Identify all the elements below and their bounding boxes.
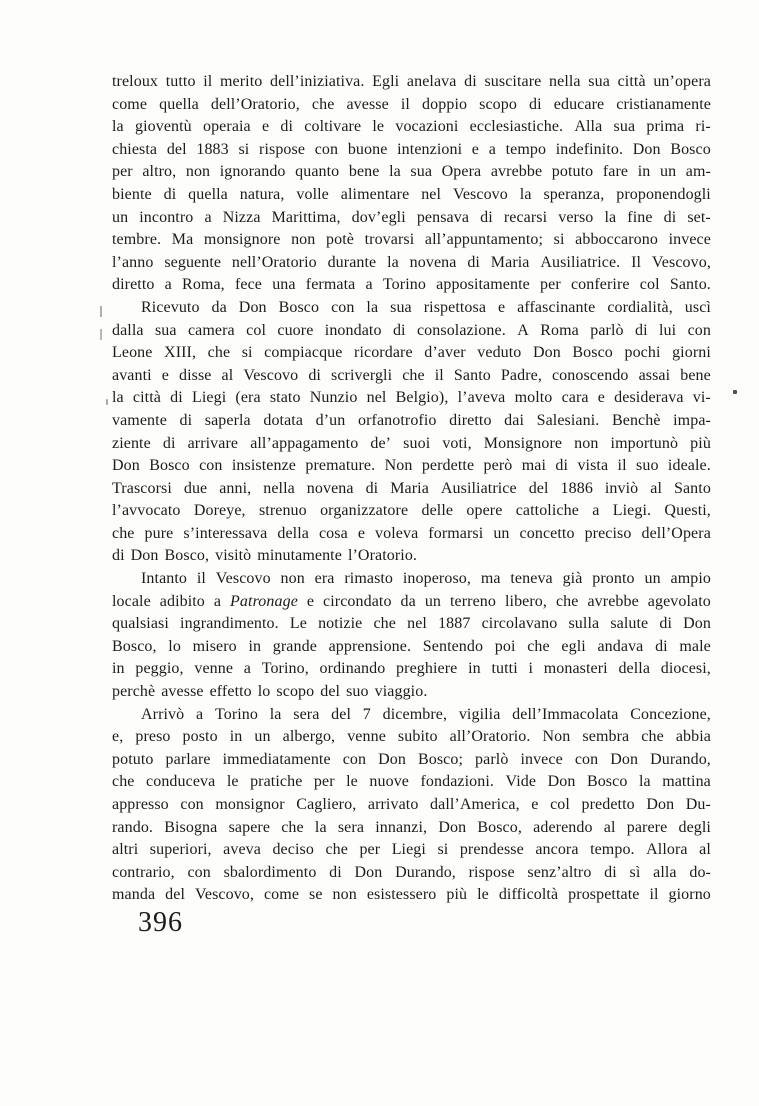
text-line: come quella dell’Oratorio, che avesse il doppio scopo di educare cristianamente	[112, 95, 711, 113]
text-line: dalla sua camera col cuore inondato di consolazione. A Roma parlò di lui con	[112, 321, 711, 339]
text-line: Ricevuto da Don Bosco con la sua rispettosa e affascinante cordialità, uscì	[141, 298, 711, 316]
text-line: Arrivò a Torino la sera del 7 dicembre, vigilia dell’Immacolata Concezione,	[141, 705, 711, 723]
scan-speck	[100, 306, 102, 317]
text-line: la gioventù operaia e di coltivare le vocazioni ecclesiastiche. Alla sua prima ri-	[112, 118, 711, 136]
text-line: locale adibito a Patronage e circondato da un terreno libero, che avrebbe agevolato	[112, 592, 711, 610]
text-line: altri superiori, aveva deciso che per Liegi si prendesse ancora tempo. Allora al	[112, 841, 711, 859]
text-line: l’anno seguente nell’Oratorio durante la novena di Maria Ausiliatrice. Il Vescovo,	[112, 253, 711, 271]
scan-speck	[100, 329, 102, 340]
text-line: Bosco, lo misero in grande apprensione. Sentendo poi che egli andava di male	[112, 637, 711, 655]
text-line: in peggio, venne a Torino, ordinando preghiere in tutti i monasteri della diocesi,	[112, 660, 711, 678]
text-line: manda del Vescovo, come se non esistessero più le difficoltà prospettate il giorno	[112, 886, 711, 904]
scan-speck	[106, 399, 108, 405]
text-line: di Don Bosco, visitò minutamente l’Oratorio.	[112, 547, 418, 565]
text-line: che pure s’interessava della cosa e voleva formarsi un concetto preciso dell’Opera	[112, 524, 711, 542]
text-line: vamente di saperla dotata d’un orfanotrofio diretto dai Salesiani. Benchè impa-	[112, 411, 711, 429]
text-line: qualsiasi ingrandimento. Le notizie che nel 1887 circolavano sulla salute di Don	[112, 615, 711, 633]
text-block	[112, 71, 711, 907]
text-line: biente di quella natura, volle alimentare nel Vescovo la speranza, proponendogli	[112, 185, 711, 203]
text-line: Trascorsi due anni, nella novena di Maria Ausiliatrice del 1886 inviò al Santo	[112, 479, 711, 497]
text-line: un incontro a Nizza Marittima, dov’egli pensava di recarsi verso la fine di set-	[112, 208, 711, 226]
text-line: Intanto il Vescovo non era rimasto inoperoso, ma teneva già pronto un ampio	[141, 570, 711, 588]
text-line: che conduceva le pratiche per le nuove fondazioni. Vide Don Bosco la mattina	[112, 773, 711, 791]
text-line: avanti e disse al Vescovo di scrivergli che il Santo Padre, conoscendo assai bene	[112, 366, 711, 384]
text-line: per altro, non ignorando quanto bene la sua Opera avrebbe potuto fare in un am-	[112, 163, 711, 181]
text-line: e, preso posto in un albergo, venne subito all’Oratorio. Non sembra che abbia	[112, 728, 711, 746]
text-line: perchè avesse effetto lo scopo del suo viaggio.	[112, 683, 428, 701]
text-line: appresso con monsignor Cagliero, arrivato dall’America, e col predetto Don Du-	[112, 796, 711, 813]
text-line: rando. Bisogna sapere che la sera innanzi, Don Bosco, aderendo al parere degli	[112, 818, 711, 836]
text-line: Don Bosco con insistenze premature. Non perdette però mai di vista il suo ideale.	[112, 457, 711, 475]
page-number: 396	[138, 907, 183, 938]
text-line: diretto a Roma, fece una fermata a Torino appositamente per conferire col Santo.	[112, 276, 711, 294]
text-line: ziente di arrivare all’appagamento de’ suoi voti, Monsignore non importunò più	[112, 434, 711, 452]
text-line: l’avvocato Doreye, strenuo organizzatore delle opere cattoliche a Liegi. Questi,	[112, 502, 711, 520]
text-line: la città di Liegi (era stato Nunzio nel Belgio), l’aveva molto cara e desiderava vi-	[112, 389, 711, 407]
text-line: Leone XIII, che si compiacque ricordare d’aver veduto Don Bosco pochi giorni	[112, 344, 711, 362]
scan-speck	[733, 390, 737, 394]
text-line: potuto parlare immediatamente con Don Bosco; parlò invece con Don Durando,	[112, 750, 711, 768]
text-line: contrario, con sbalordimento di Don Durando, rispose senz’altro di sì alla do-	[112, 863, 711, 881]
text-line: treloux tutto il merito dell’iniziativa. Egli anelava di suscitare nella sua città un’opera	[112, 73, 711, 90]
text-line: chiesta del 1883 si rispose con buone intenzioni e a tempo indefinito. Don Bosco	[112, 140, 711, 158]
text-line: tembre. Ma monsignore non potè trovarsi all’appuntamento; si abboccarono invece	[112, 231, 711, 249]
